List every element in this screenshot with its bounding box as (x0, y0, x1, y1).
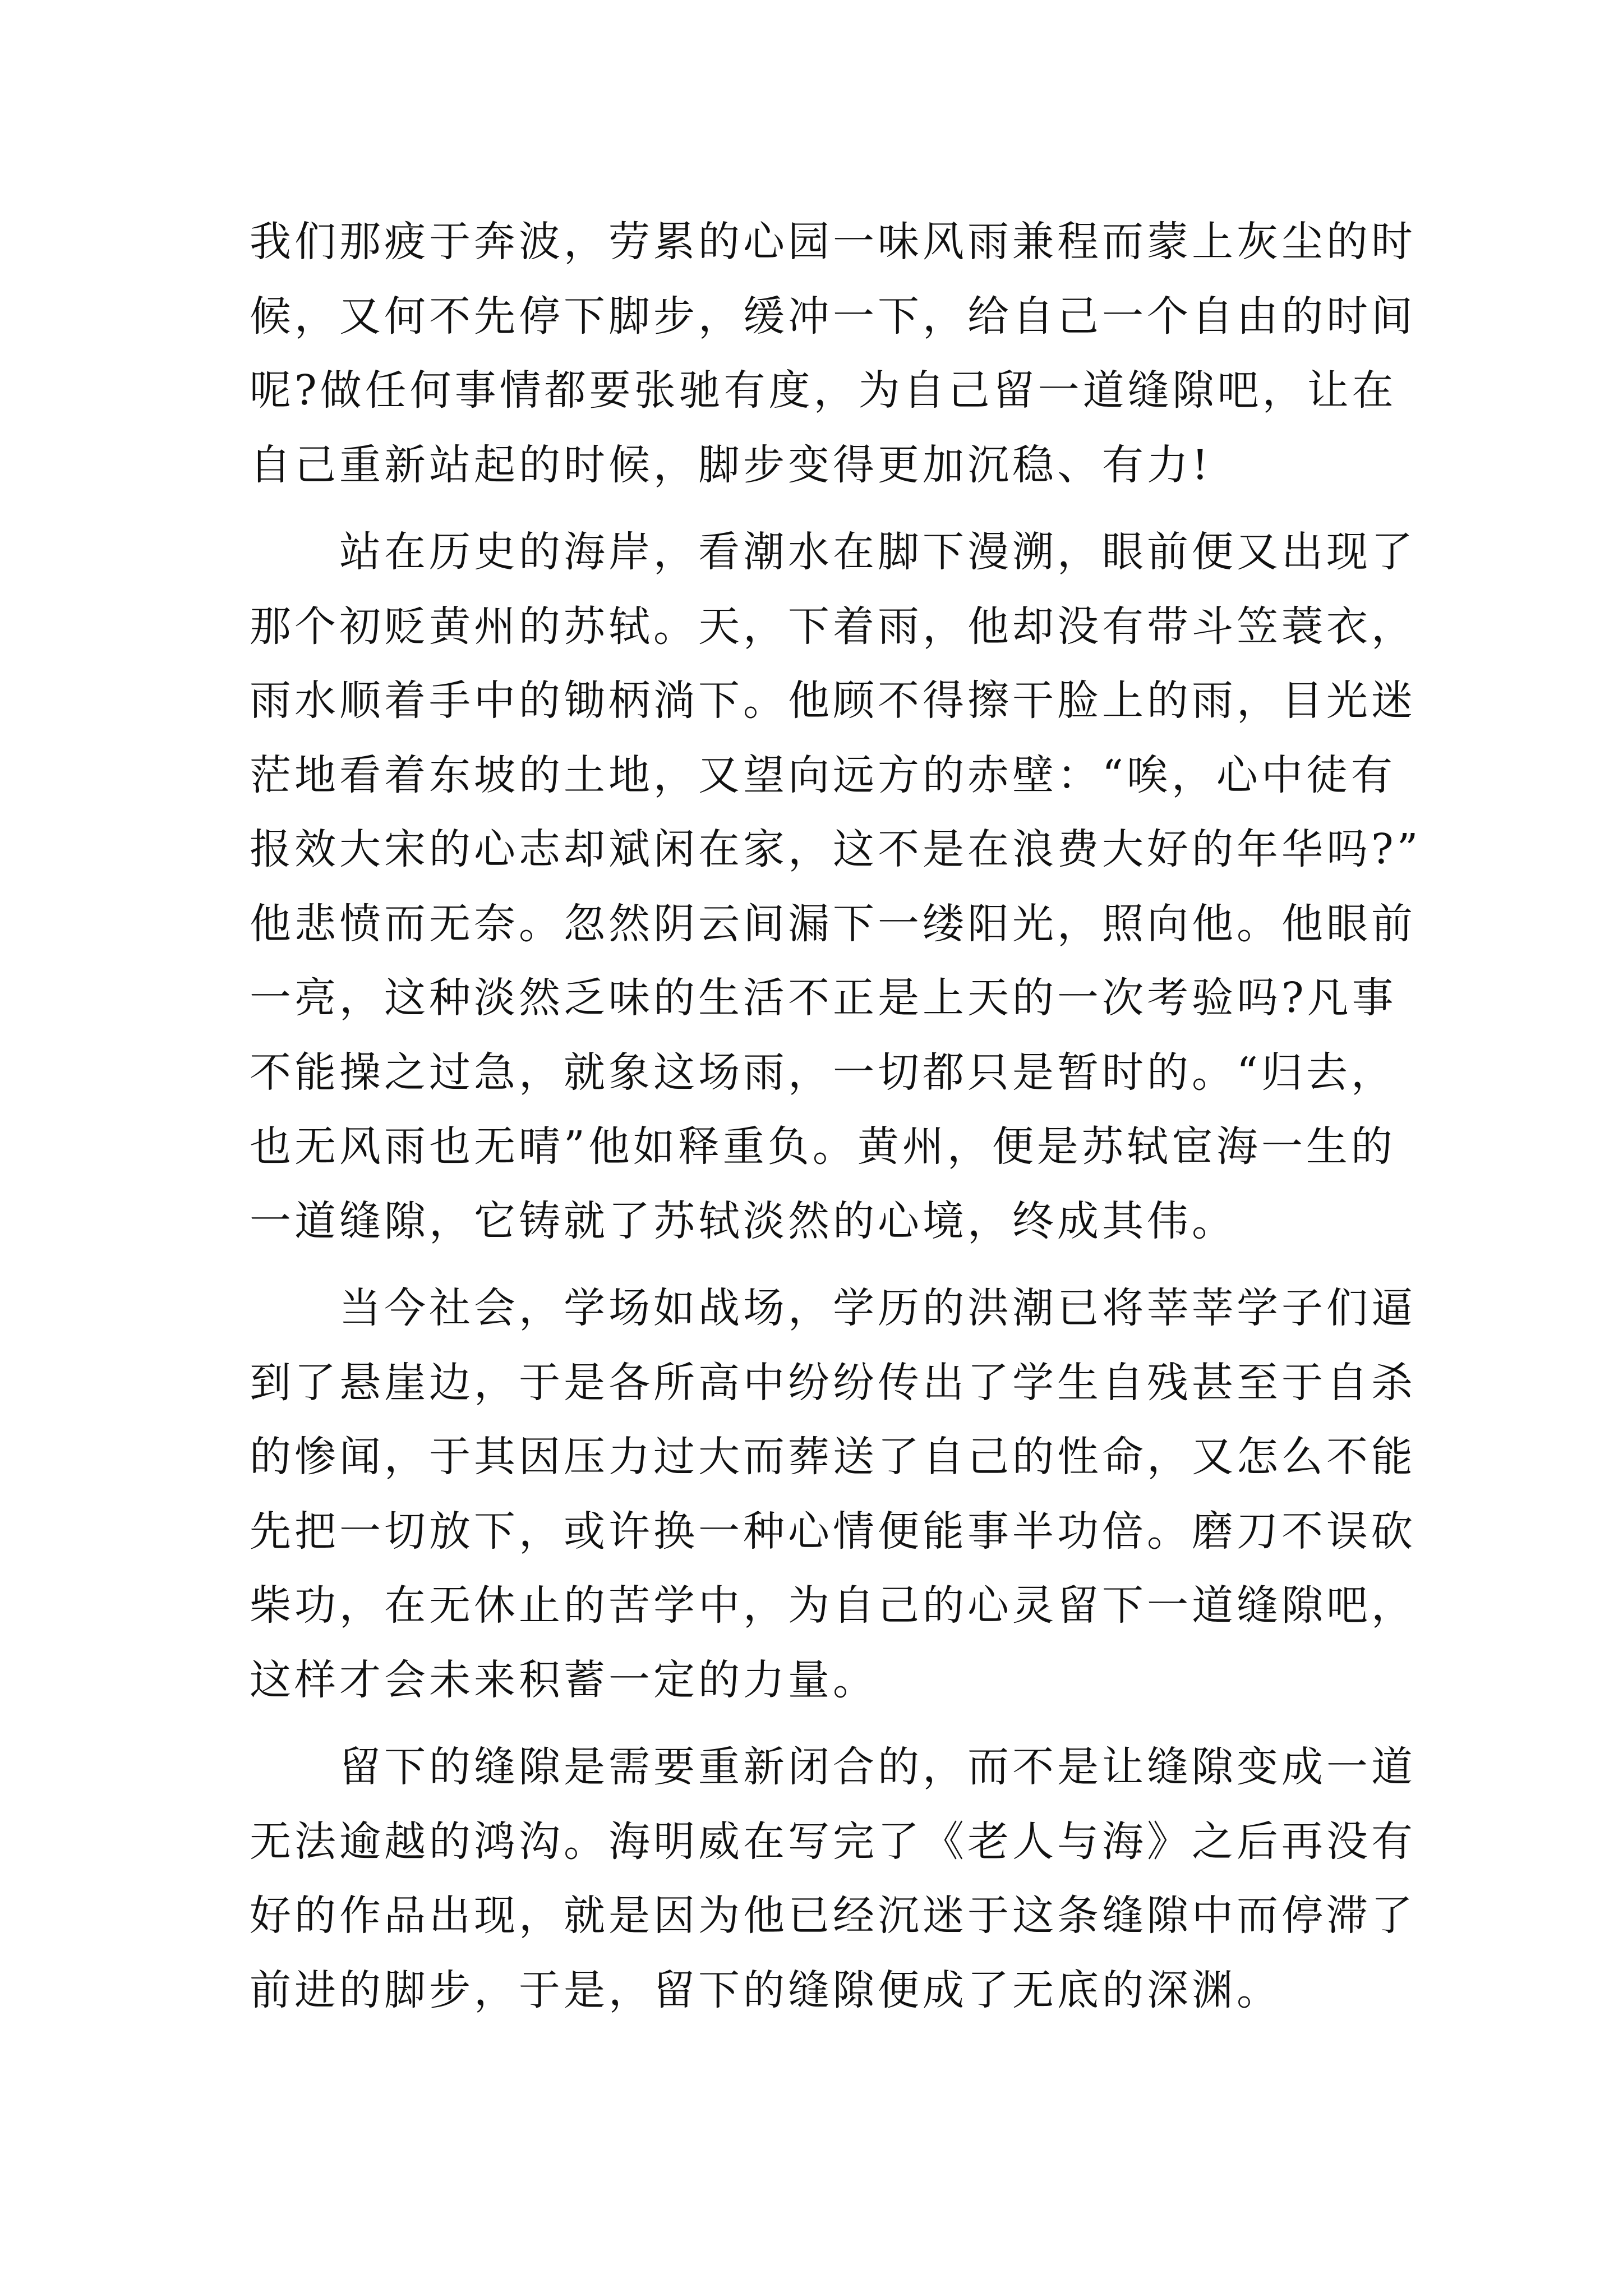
paragraph-spacer (250, 1258, 1377, 1271)
text-line: 无法逾越的鸿沟。海明威在写完了《老人与海》之后再没有 (250, 1817, 1416, 1866)
text-line: 自己重新站起的时候，脚步变得更加沉稳、有力! (250, 440, 1212, 489)
document-body (250, 205, 1422, 2027)
text-line: 他悲愤而无奈。忽然阴云间漏下一缕阳光，照向他。他眼前 (250, 899, 1416, 948)
paragraph-spacer (250, 1717, 1377, 1730)
text-line: 也无风雨也无晴”他如释重负。黄州，便是苏轼宦海一生的 (250, 1122, 1396, 1171)
text-line: 留下的缝隙是需要重新闭合的，而不是让缝隙变成一道 (339, 1743, 1416, 1791)
text-line: 候，又何不先停下脚步，缓冲一下，给自己一个自由的时间 (250, 292, 1416, 341)
paragraph-2 (250, 515, 1422, 1258)
text-line: 前进的脚步，于是，留下的缝隙便成了无底的深渊。 (250, 1966, 1281, 2014)
text-line: 这样才会未来积蓄一定的力量。 (250, 1655, 878, 1704)
text-line: 站在历史的海岸，看潮水在脚下漫溯，眼前便又出现了 (339, 528, 1416, 576)
text-line: 到了悬崖边，于是各所高中纷纷传出了学生自残甚至于自杀 (250, 1358, 1416, 1407)
paragraph-spacer (250, 502, 1377, 515)
text-line: 我们那疲于奔波，劳累的心园一味风雨兼程而蒙上灰尘的时 (250, 218, 1416, 266)
text-line: 先把一切放下，或许换一种心情便能事半功倍。磨刀不误砍 (250, 1507, 1416, 1556)
text-line: 柴功，在无休止的苦学中，为自己的心灵留下一道缝隙吧， (250, 1581, 1416, 1630)
text-line: 一亮，这种淡然乏味的生活不正是上天的一次考验吗?凡事 (250, 974, 1397, 1022)
text-line: 好的作品出现，就是因为他已经沉迷于这条缝隙中而停滞了 (250, 1892, 1416, 1940)
text-line: 那个初贬黄州的苏轼。天，下着雨，他却没有带斗笠蓑衣， (250, 602, 1416, 651)
text-line: 一道缝隙，它铸就了苏轼淡然的心境，终成其伟。 (250, 1197, 1237, 1245)
text-line: 的惨闻，于其因压力过大而葬送了自己的性命，又怎么不能 (250, 1433, 1416, 1481)
text-line: 不能操之过急，就象这场雨，一切都只是暂时的。“归去， (250, 1048, 1396, 1097)
text-line: 呢?做任何事情都要张驰有度，为自己留一道缝隙吧，让在 (250, 366, 1397, 415)
paragraph-3 (250, 1271, 1416, 1717)
text-line: 茫地看着东坡的土地，又望向远方的赤壁：“唉，心中徒有 (250, 751, 1396, 799)
text-line: 雨水顺着手中的锄柄淌下。他顾不得擦干脸上的雨，目光迷 (250, 677, 1416, 725)
paragraph-1 (250, 205, 1416, 502)
paragraph-4 (250, 1730, 1416, 2027)
text-line: 报效大宋的心志却斌闲在家，这不是在浪费大好的年华吗?” (250, 825, 1422, 873)
text-line: 当今社会，学场如战场，学历的洪潮已将莘莘学子们逼 (339, 1284, 1416, 1332)
